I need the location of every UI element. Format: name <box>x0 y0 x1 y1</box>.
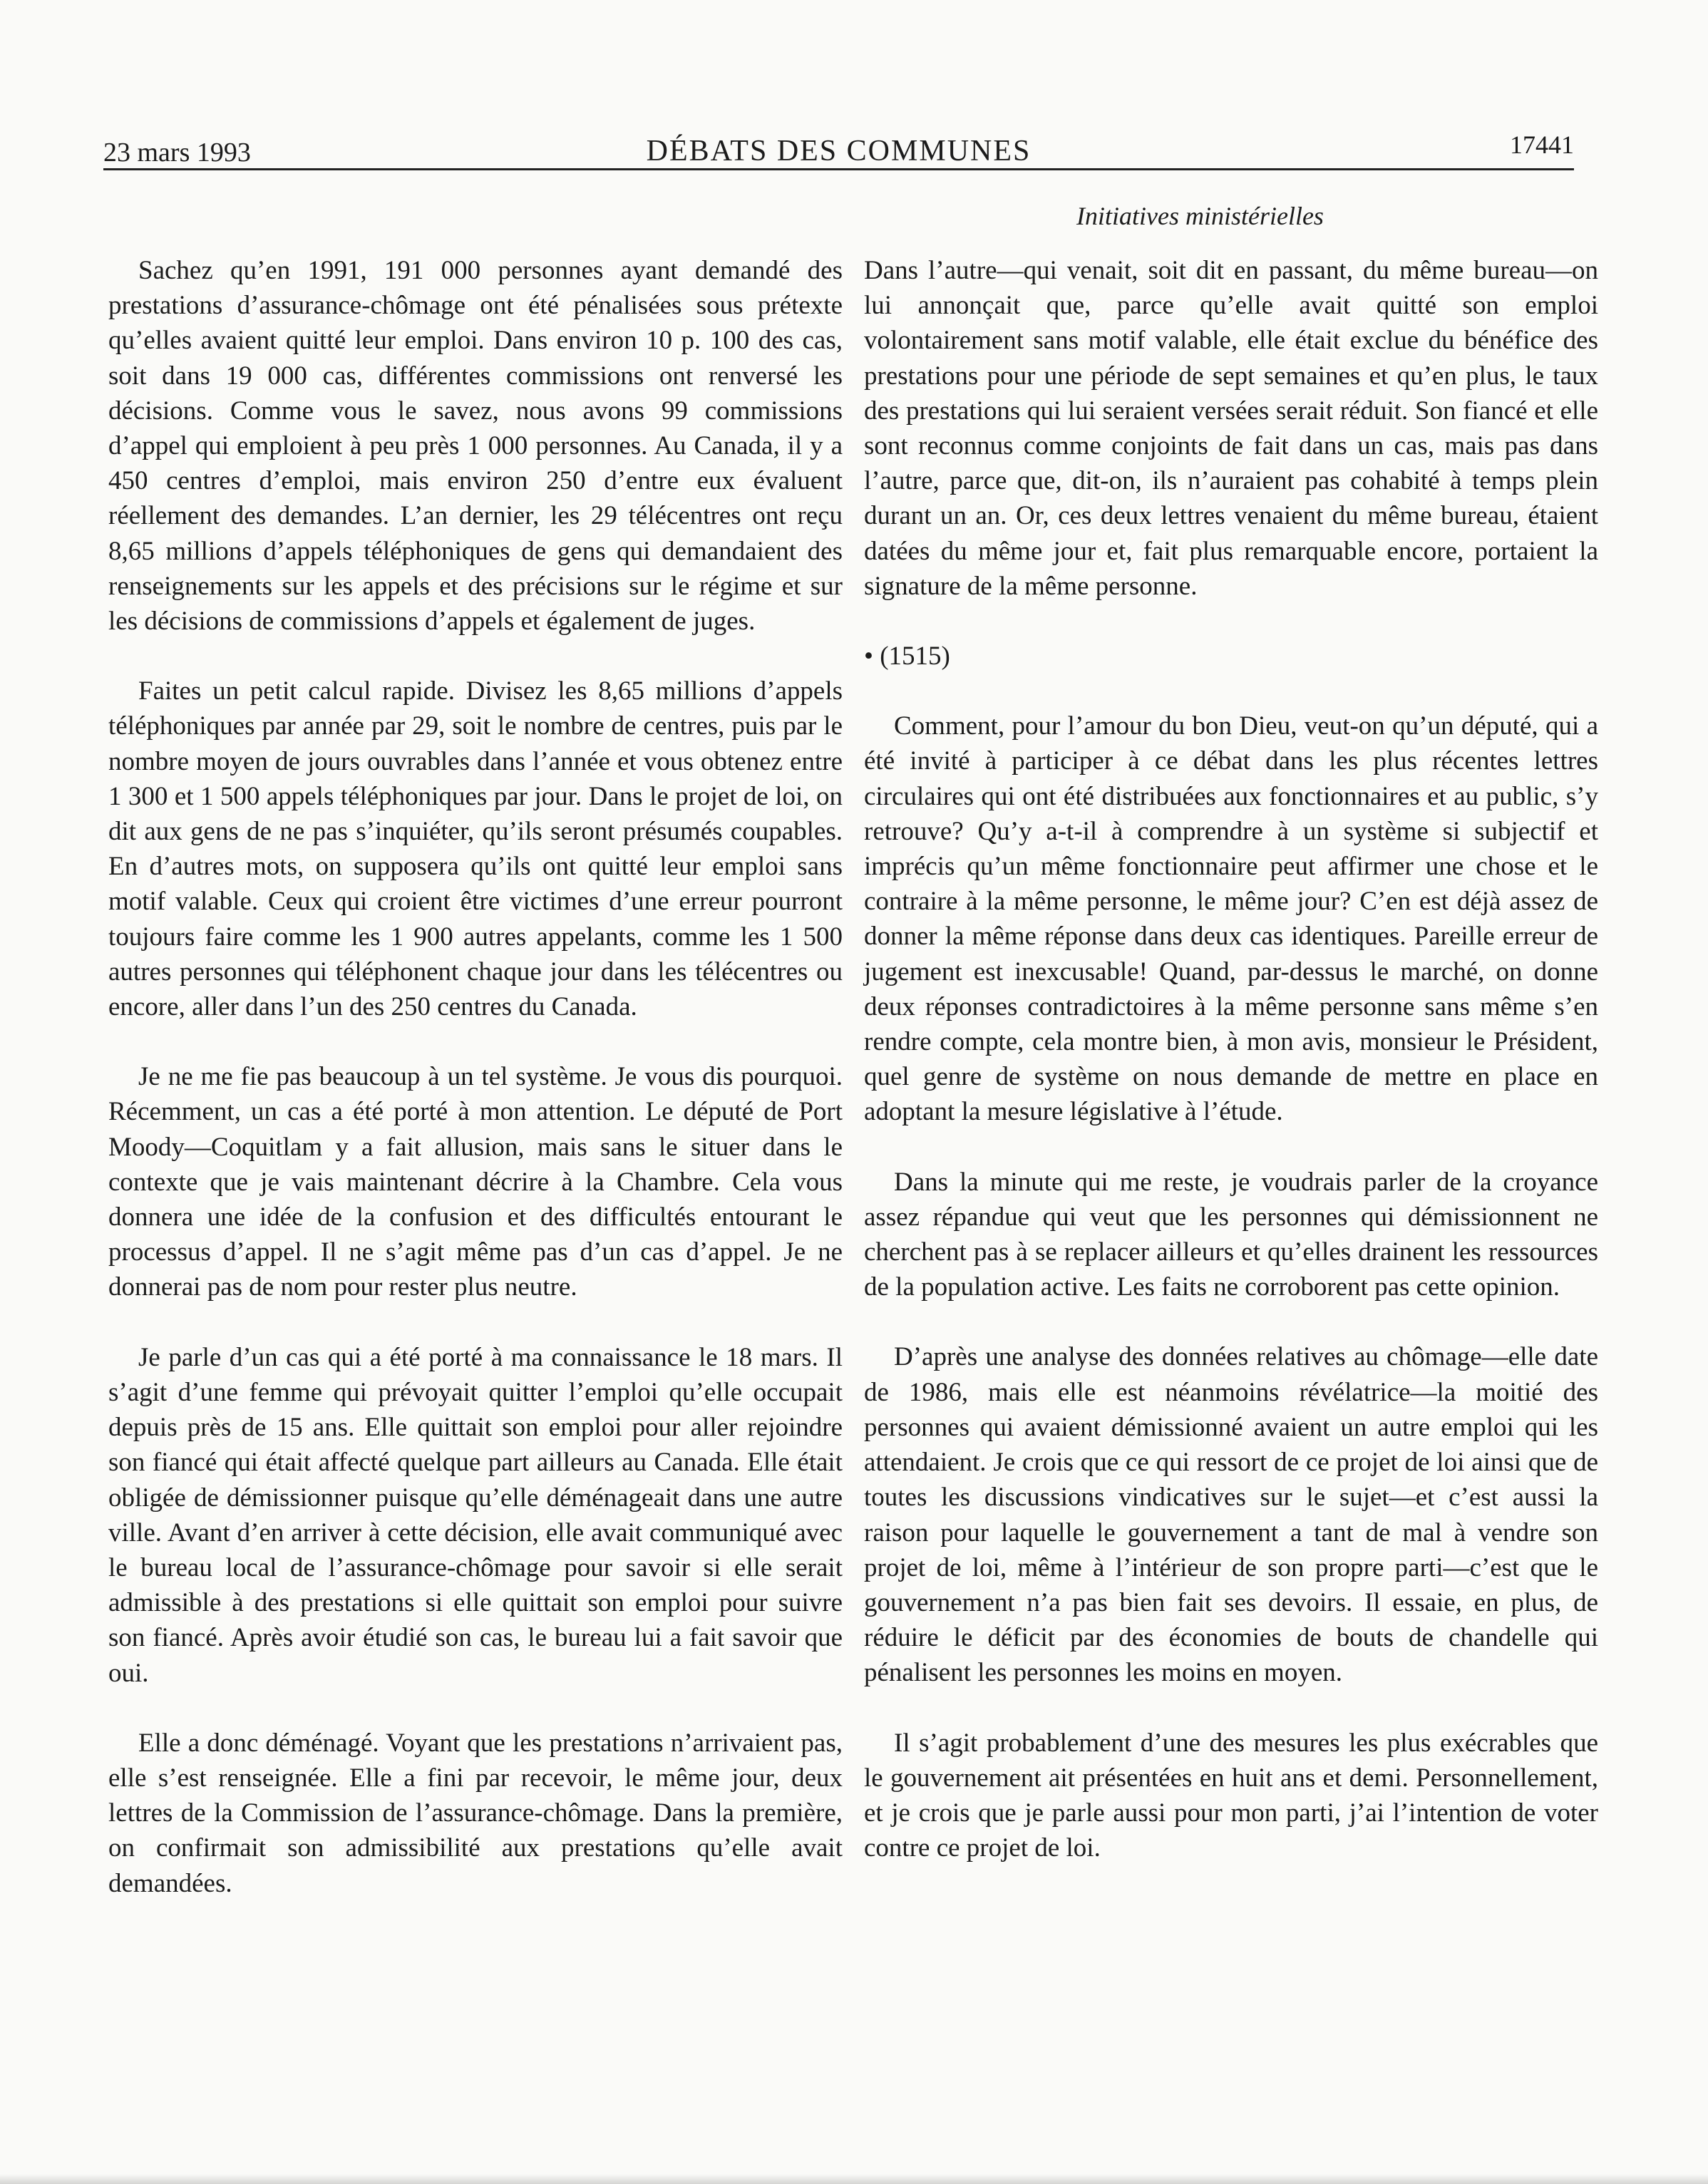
header-page-number: 17441 <box>1510 130 1574 159</box>
right-paragraph-2: Dans la minute qui me reste, je voudrais parler de la croyance assez répandue qui veut que les personnes qui démissionnent ne cherchent pas à se replacer ailleurs et qu’elles drainent les ressources de la population active. Les faits ne corroborent pas cette opinion. <box>864 1167 1598 1302</box>
right-column <box>864 253 1598 1900</box>
section-label: Initiatives ministérielles <box>1076 202 1324 230</box>
time-marker: • (1515) <box>864 642 950 671</box>
page-bottom-edge <box>0 2174 1708 2184</box>
left-paragraph-3: Je ne me fie pas beaucoup à un tel système. Je vous dis pourquoi. Récemment, un cas a été porté à mon attention. Le député de Port Moody—Coquitlam y a fait allusion, mais sans le situer dans le contexte que je vais maintenant décrire à la Chambre. Cela vous donnera une idée de la confusion et des difficultés entourant le processus d’appel. Il ne s’agit même pas d’un cas d’appel. Je ne donnerai pas de nom pour rester plus neutre. <box>108 1062 843 1302</box>
header-title: DÉBATS DES COMMUNES <box>646 135 1032 168</box>
left-paragraph-1: Sachez qu’en 1991, 191 000 personnes ayant demandé des prestations d’assurance-chômage ont été pénalisées sous prétexte qu’elles avaient quitté leur emploi. Dans environ 10 p. 100 des cas, soit dans 19 000 cas, différentes commissions ont renversé les décisions. Comme vous le savez, nous avons 99 commissions d’appel qui emploient à peu près 1 000 personnes. Au Canada, il y a 450 centres d’emploi, mais environ 250 d’entre eux évaluent réellement des demandes. L’an dernier, les 29 télécentres ont reçu 8,65 millions d’appels téléphoniques de gens qui demandaient des renseignements sur les appels et des précisions sur le régime et sur les décisions de commissions d’appels et également de juges. <box>108 256 843 637</box>
right-continuation-paragraph: Dans l’autre—qui venait, soit dit en passant, du même bureau—on lui annonçait que, parce qu’elle avait quitté son emploi volontairement sans motif valable, elle était exclue du bénéfice des prestations pour une période de sept semaines et qu’en plus, le taux des prestations qui lui seraient versées serait réduit. Son fiancé et elle sont reconnus comme conjoints de fait dans un cas, mais pas dans l’autre, parce que, dit-on, ils n’auraient pas cohabité à temps plein durant un an. Or, ces deux lettres venaient du même bureau, étaient datées du même jour et, fait plus remarquable encore, portaient la signature de la même personne. <box>864 256 1598 601</box>
right-paragraph-1: Comment, pour l’amour du bon Dieu, veut-on qu’un député, qui a été invité à participer à ce débat dans les plus récentes lettres circulaires qui ont été distribuées aux fonctionnaires et au public, s’y retrouve? Qu’y a-t-il à comprendre à un système si subjectif et imprécis qu’un même fonctionnaire peut affirmer une chose et le contraire à la même personne, le même jour? C’en est déjà assez de donner la même réponse dans deux cas identiques. Pareille erreur de jugement est inexcusable! Quand, par-dessus le marché, on donne deux réponses contradictoires à la même personne sans même s’en rendre compte, cela montre bien, à mon avis, monsieur le Président, quel genre de système on nous demande de mettre en place en adoptant la mesure législative à l’étude. <box>864 711 1598 1127</box>
left-paragraph-2: Faites un petit calcul rapide. Divisez les 8,65 millions d’appels téléphoniques par année par 29, soit le nombre de centres, puis par le nombre moyen de jours ouvrables dans l’année et vous obtenez entre 1 300 et 1 500 appels téléphoniques par jour. Dans le projet de loi, on dit aux gens de ne pas s’inquiéter, qu’ils seront présumés coupables. En d’autres mots, on supposera qu’ils ont quitté leur emploi sans motif valable. Ceux qui croient être victimes d’une erreur pourront toujours faire comme les 1 900 autres appelants, comme les 1 500 autres personnes qui téléphonent chaque jour dans les télécentres ou encore, aller dans l’un des 250 centres du Canada. <box>108 676 843 1022</box>
left-column <box>108 253 843 1936</box>
right-paragraph-3: D’après une analyse des données relatives au chômage—elle date de 1986, mais elle est néanmoins révélatrice—la moitié des personnes qui avaient démissionné avaient un autre emploi qui les attendaient. Je crois que ce qui ressort de ce projet de loi ainsi que de toutes les discussions vindicatives sur le sujet—et c’est aussi la raison pour laquelle le gouvernement a tant de mal à vendre son projet de loi, même à l’intérieur de son propre parti—c’est que le gouvernement n’a pas bien fait ses devoirs. Il essaie, en plus, de réduire le déficit par des économies de bouts de chandelle qui pénalisent les personnes les moins en moyen. <box>864 1342 1598 1688</box>
header-date: 23 mars 1993 <box>103 138 251 168</box>
left-paragraph-5: Elle a donc déménagé. Voyant que les prestations n’arrivaient pas, elle s’est renseignée. Elle a fini par recevoir, le même jour, deux lettres de la Commission de l’assurance-chômage. Dans la première, on confirmait son admissibilité aux prestations qu’elle avait demandées. <box>108 1728 843 1898</box>
header-rule <box>103 168 1574 170</box>
page-header <box>103 127 1574 171</box>
left-paragraph-4: Je parle d’un cas qui a été porté à ma connaissance le 18 mars. Il s’agit d’une femme qui prévoyait quitter l’emploi qu’elle occupait depuis près de 15 ans. Elle quittait son emploi pour aller rejoindre son fiancé qui était affecté quelque part ailleurs au Canada. Elle était obligée de démissionner puisque qu’elle déménageait dans une autre ville. Avant d’en arriver à cette décision, elle avait communiqué avec le bureau local de l’assurance-chômage pour savoir si elle serait admissible à des prestations si elle quittait son emploi pour suivre son fiancé. Après avoir étudié son cas, le bureau lui a fait savoir que oui. <box>108 1342 843 1688</box>
right-paragraph-4: Il s’agit probablement d’une des mesures les plus exécrables que le gouvernement ait présentées en huit ans et demi. Personnellement, et je crois que je parle aussi pour mon parti, j’ai l’intention de voter contre ce projet de loi. <box>864 1728 1598 1863</box>
